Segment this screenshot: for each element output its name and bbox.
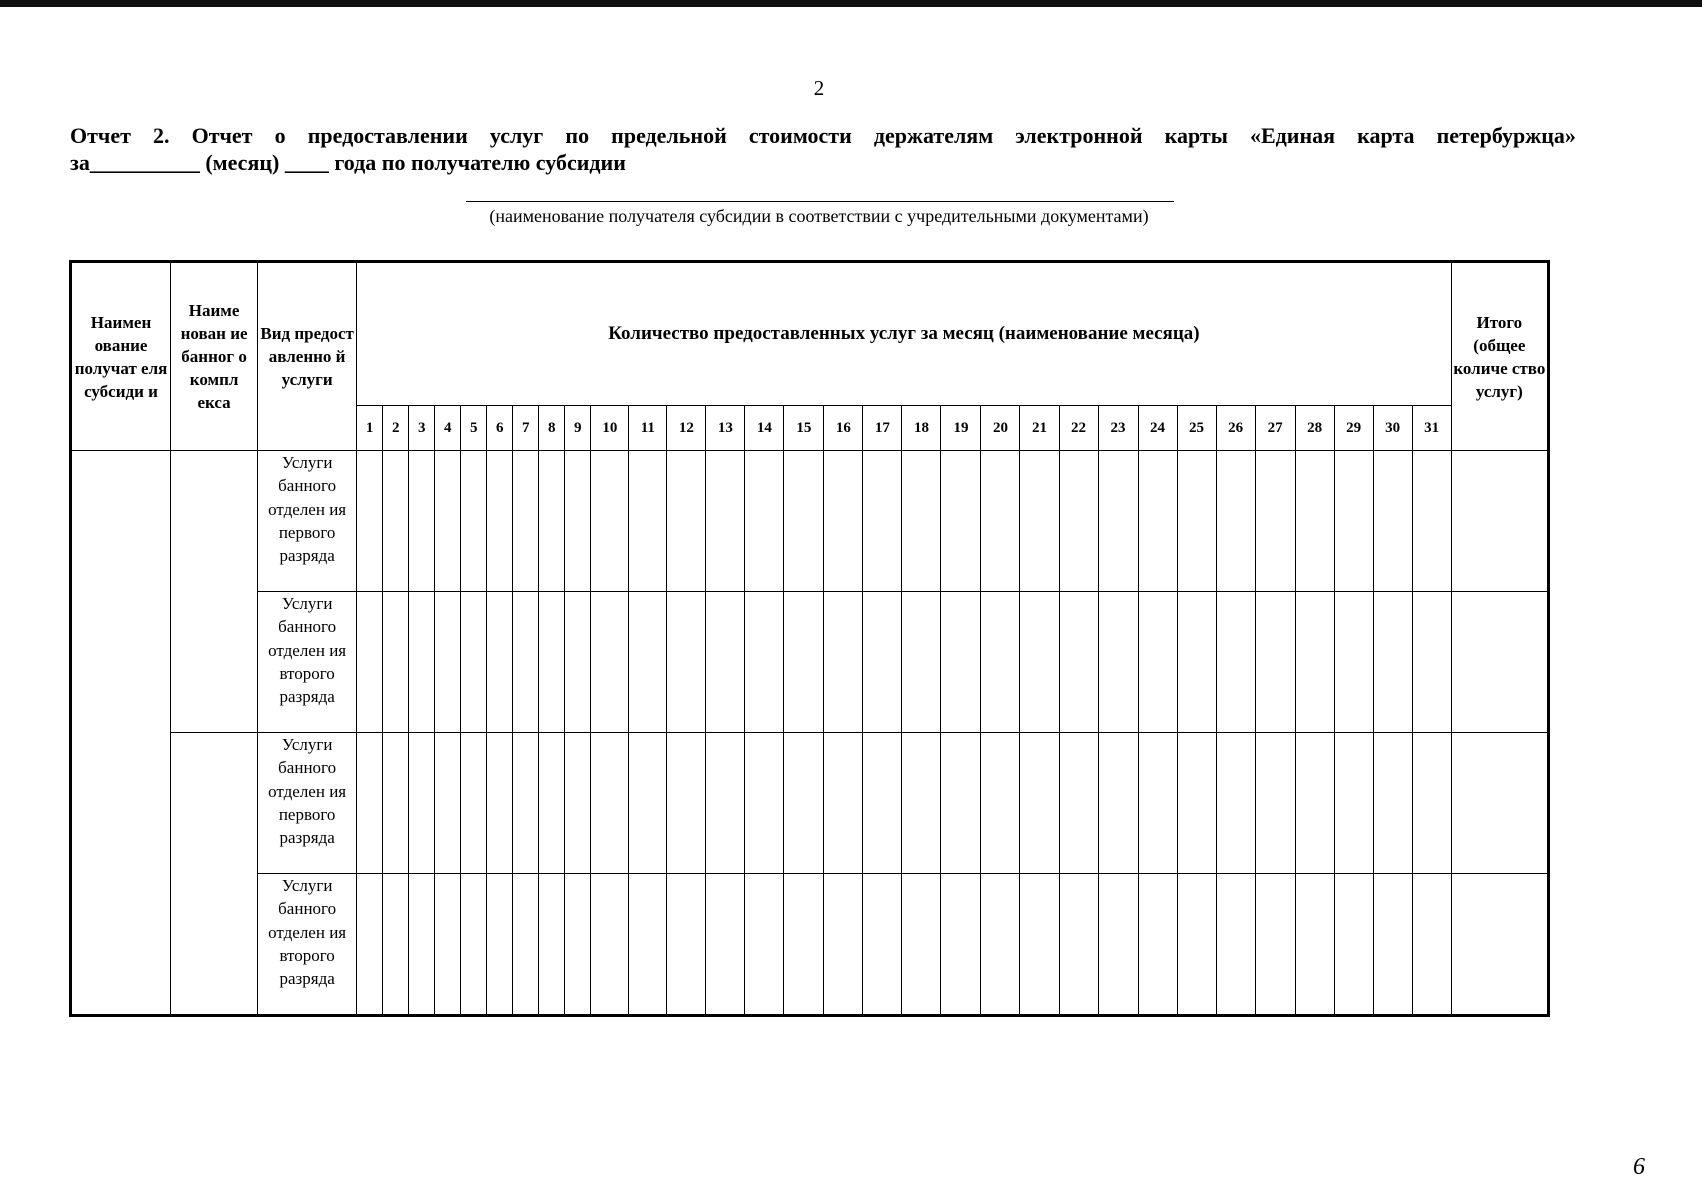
day-quantity-cell[interactable] (902, 592, 941, 733)
day-quantity-cell[interactable] (565, 874, 591, 1016)
day-quantity-cell[interactable] (1059, 592, 1098, 733)
day-quantity-cell[interactable] (1412, 733, 1451, 874)
day-quantity-cell[interactable] (1295, 874, 1334, 1016)
title-word: держателям (873, 123, 994, 148)
day-quantity-cell[interactable] (981, 451, 1020, 592)
day-quantity-cell[interactable] (383, 733, 409, 874)
title-line-2: за__________ (месяц) ____ года по получателю субсидии (70, 150, 626, 175)
day-quantity-cell[interactable] (981, 874, 1020, 1016)
day-quantity-cell[interactable] (357, 451, 383, 592)
day-quantity-cell[interactable] (539, 874, 565, 1016)
day-quantity-cell[interactable] (1216, 733, 1255, 874)
day-quantity-cell[interactable] (667, 451, 706, 592)
day-header: 30 (1373, 406, 1412, 451)
scan-top-border (0, 0, 1702, 7)
day-quantity-cell[interactable] (383, 874, 409, 1016)
day-quantity-cell[interactable] (513, 733, 539, 874)
title-word: о (274, 123, 286, 148)
day-quantity-cell[interactable] (461, 874, 487, 1016)
day-quantity-cell[interactable] (824, 592, 863, 733)
day-quantity-cell[interactable] (1020, 592, 1059, 733)
day-quantity-cell[interactable] (824, 733, 863, 874)
day-quantity-cell[interactable] (1373, 733, 1412, 874)
recipient-cell[interactable] (71, 451, 171, 1016)
day-quantity-cell[interactable] (706, 874, 745, 1016)
day-header: 25 (1177, 406, 1216, 451)
day-quantity-cell[interactable] (941, 592, 981, 733)
day-header: 4 (435, 406, 461, 451)
day-quantity-cell[interactable] (863, 733, 902, 874)
day-quantity-cell[interactable] (1216, 592, 1255, 733)
day-quantity-cell[interactable] (863, 592, 902, 733)
day-quantity-cell[interactable] (1373, 451, 1412, 592)
day-quantity-cell[interactable] (1334, 733, 1373, 874)
day-quantity-cell[interactable] (706, 592, 745, 733)
service-type-cell: Услуги банного отделен ия второго разряда (258, 592, 357, 733)
day-quantity-cell[interactable] (383, 592, 409, 733)
service-type-cell: Услуги банного отделен ия первого разряда (258, 451, 357, 592)
day-quantity-cell[interactable] (1412, 874, 1451, 1016)
day-header: 18 (902, 406, 941, 451)
recipient-caption: (наименование получателя субсидии в соответствии с учредительными документами) (489, 206, 1149, 226)
day-quantity-cell[interactable] (1020, 451, 1059, 592)
day-quantity-cell[interactable] (981, 733, 1020, 874)
day-quantity-cell[interactable] (1255, 592, 1295, 733)
day-quantity-cell[interactable] (591, 733, 629, 874)
day-quantity-cell[interactable] (1255, 451, 1295, 592)
table-row (71, 733, 1549, 874)
header-row (71, 262, 1549, 406)
page-number: 2 (813, 76, 825, 100)
day-quantity-cell[interactable] (513, 874, 539, 1016)
day-quantity-cell[interactable] (409, 451, 435, 592)
service-type-cell: Услуги банного отделен ия первого разряда (258, 733, 357, 874)
day-quantity-cell[interactable] (357, 733, 383, 874)
title-word: «Единая (1250, 123, 1336, 148)
day-header: 10 (591, 406, 629, 451)
day-header: 12 (667, 406, 706, 451)
day-quantity-cell[interactable] (667, 733, 706, 874)
day-quantity-cell[interactable] (1059, 874, 1098, 1016)
day-quantity-cell[interactable] (1295, 451, 1334, 592)
day-quantity-cell[interactable] (1098, 592, 1138, 733)
day-quantity-cell[interactable] (824, 451, 863, 592)
day-quantity-cell[interactable] (1059, 451, 1098, 592)
day-quantity-cell[interactable] (1098, 451, 1138, 592)
day-quantity-cell[interactable] (1138, 451, 1177, 592)
title-line-1 (70, 122, 1576, 149)
day-quantity-cell[interactable] (591, 874, 629, 1016)
day-quantity-cell[interactable] (941, 874, 981, 1016)
day-quantity-cell[interactable] (1334, 451, 1373, 592)
title-word: карты (1164, 123, 1228, 148)
day-header: 27 (1255, 406, 1295, 451)
day-quantity-cell[interactable] (1373, 874, 1412, 1016)
day-quantity-cell[interactable] (435, 874, 461, 1016)
day-header: 13 (706, 406, 745, 451)
day-quantity-cell[interactable] (745, 451, 784, 592)
day-quantity-cell[interactable] (1138, 592, 1177, 733)
day-header: 5 (461, 406, 487, 451)
day-quantity-cell[interactable] (487, 874, 513, 1016)
day-header: 26 (1216, 406, 1255, 451)
day-quantity-cell[interactable] (539, 592, 565, 733)
day-quantity-cell[interactable] (435, 592, 461, 733)
day-quantity-cell[interactable] (435, 451, 461, 592)
day-header: 24 (1138, 406, 1177, 451)
day-quantity-cell[interactable] (1216, 874, 1255, 1016)
title-word: услуг (489, 123, 544, 148)
day-quantity-cell[interactable] (941, 733, 981, 874)
day-quantity-cell[interactable] (1138, 733, 1177, 874)
day-quantity-cell[interactable] (461, 733, 487, 874)
day-quantity-cell[interactable] (565, 733, 591, 874)
day-quantity-cell[interactable] (981, 592, 1020, 733)
handwritten-page-mark: 6 (1633, 1154, 1645, 1180)
day-quantity-cell[interactable] (1059, 733, 1098, 874)
day-quantity-cell[interactable] (745, 592, 784, 733)
day-quantity-cell[interactable] (629, 592, 667, 733)
day-header: 2 (383, 406, 409, 451)
day-quantity-cell[interactable] (1295, 733, 1334, 874)
day-quantity-cell[interactable] (1255, 733, 1295, 874)
day-quantity-cell[interactable] (863, 874, 902, 1016)
day-quantity-cell[interactable] (409, 592, 435, 733)
table-row (71, 592, 1549, 733)
table-row (71, 874, 1549, 1016)
day-header: 11 (629, 406, 667, 451)
day-quantity-cell[interactable] (1177, 451, 1216, 592)
day-quantity-cell[interactable] (1098, 733, 1138, 874)
day-quantity-cell[interactable] (513, 451, 539, 592)
day-header: 9 (565, 406, 591, 451)
day-quantity-cell[interactable] (1138, 874, 1177, 1016)
title-word: Отчет (70, 123, 131, 148)
day-quantity-cell[interactable] (629, 451, 667, 592)
title-word: 2. (153, 123, 170, 148)
title-word: электронной (1015, 123, 1143, 148)
recipient-name-line (466, 201, 1174, 202)
day-quantity-cell[interactable] (667, 874, 706, 1016)
day-quantity-cell[interactable] (629, 874, 667, 1016)
day-quantity-cell[interactable] (706, 451, 745, 592)
day-quantity-cell[interactable] (629, 733, 667, 874)
day-header: 23 (1098, 406, 1138, 451)
day-quantity-cell[interactable] (539, 451, 565, 592)
day-quantity-cell[interactable] (591, 451, 629, 592)
day-quantity-cell[interactable] (667, 592, 706, 733)
day-quantity-cell[interactable] (357, 874, 383, 1016)
complex-cell[interactable] (171, 733, 258, 1016)
day-header: 16 (824, 406, 863, 451)
service-type-cell: Услуги банного отделен ия второго разряда (258, 874, 357, 1016)
day-quantity-cell[interactable] (784, 451, 824, 592)
day-quantity-cell[interactable] (565, 592, 591, 733)
title-word: предоставлении (307, 123, 468, 148)
day-quantity-cell[interactable] (902, 733, 941, 874)
day-header: 14 (745, 406, 784, 451)
day-quantity-cell[interactable] (863, 451, 902, 592)
day-quantity-cell[interactable] (1177, 592, 1216, 733)
day-header: 1 (357, 406, 383, 451)
title-word: предельной (611, 123, 727, 148)
complex-cell[interactable] (171, 451, 258, 733)
day-quantity-cell[interactable] (1334, 874, 1373, 1016)
header-recipient: Наимен ование получат еля субсиди и (71, 262, 171, 451)
title-word: петербуржца» (1436, 123, 1576, 148)
title-word: Отчет (191, 123, 253, 148)
day-quantity-cell[interactable] (461, 451, 487, 592)
day-quantity-cell[interactable] (824, 874, 863, 1016)
total-cell[interactable] (1451, 592, 1548, 733)
day-header: 15 (784, 406, 824, 451)
day-quantity-cell[interactable] (565, 451, 591, 592)
day-quantity-cell[interactable] (941, 451, 981, 592)
day-header: 7 (513, 406, 539, 451)
day-quantity-cell[interactable] (1255, 874, 1295, 1016)
report-title (70, 122, 1576, 176)
day-quantity-cell[interactable] (1020, 733, 1059, 874)
day-header: 21 (1020, 406, 1059, 451)
day-header: 29 (1334, 406, 1373, 451)
day-header: 31 (1412, 406, 1451, 451)
day-quantity-cell[interactable] (706, 733, 745, 874)
day-quantity-cell[interactable] (784, 733, 824, 874)
title-word: стоимости (748, 123, 852, 148)
day-quantity-cell[interactable] (1098, 874, 1138, 1016)
header-service-type: Вид предост авленно й услуги (258, 262, 357, 451)
day-quantity-cell[interactable] (1295, 592, 1334, 733)
day-quantity-cell[interactable] (487, 733, 513, 874)
table-row (71, 451, 1549, 592)
day-header: 3 (409, 406, 435, 451)
day-quantity-cell[interactable] (784, 592, 824, 733)
day-quantity-cell[interactable] (591, 592, 629, 733)
day-header: 8 (539, 406, 565, 451)
day-quantity-cell[interactable] (409, 733, 435, 874)
total-cell[interactable] (1451, 733, 1548, 874)
day-quantity-cell[interactable] (902, 451, 941, 592)
day-quantity-cell[interactable] (1373, 592, 1412, 733)
header-complex: Наиме нован ие банног о компл екса (171, 262, 258, 451)
day-quantity-cell[interactable] (902, 874, 941, 1016)
day-quantity-cell[interactable] (487, 592, 513, 733)
header-quantity: Количество предоставленных услуг за месяц (наименование месяца) (357, 262, 1452, 406)
day-quantity-cell[interactable] (513, 592, 539, 733)
day-header: 19 (941, 406, 981, 451)
day-quantity-cell[interactable] (487, 451, 513, 592)
day-quantity-cell[interactable] (409, 874, 435, 1016)
day-quantity-cell[interactable] (745, 874, 784, 1016)
day-quantity-cell[interactable] (1334, 592, 1373, 733)
day-quantity-cell[interactable] (784, 874, 824, 1016)
day-quantity-cell[interactable] (461, 592, 487, 733)
header-total: Итого (общее количе ство услуг) (1451, 262, 1548, 451)
day-quantity-cell[interactable] (435, 733, 461, 874)
day-quantity-cell[interactable] (1177, 733, 1216, 874)
report-table (69, 260, 1550, 1017)
day-quantity-cell[interactable] (539, 733, 565, 874)
day-quantity-cell[interactable] (357, 592, 383, 733)
day-quantity-cell[interactable] (383, 451, 409, 592)
day-quantity-cell[interactable] (745, 733, 784, 874)
day-quantity-cell[interactable] (1412, 592, 1451, 733)
day-quantity-cell[interactable] (1020, 874, 1059, 1016)
day-header: 28 (1295, 406, 1334, 451)
day-quantity-cell[interactable] (1412, 451, 1451, 592)
day-header: 6 (487, 406, 513, 451)
day-quantity-cell[interactable] (1216, 451, 1255, 592)
total-cell[interactable] (1451, 874, 1548, 1016)
day-header: 20 (981, 406, 1020, 451)
day-header: 22 (1059, 406, 1098, 451)
title-word: карта (1357, 123, 1415, 148)
day-header: 17 (863, 406, 902, 451)
day-quantity-cell[interactable] (1177, 874, 1216, 1016)
total-cell[interactable] (1451, 451, 1548, 592)
title-word: по (565, 123, 590, 148)
